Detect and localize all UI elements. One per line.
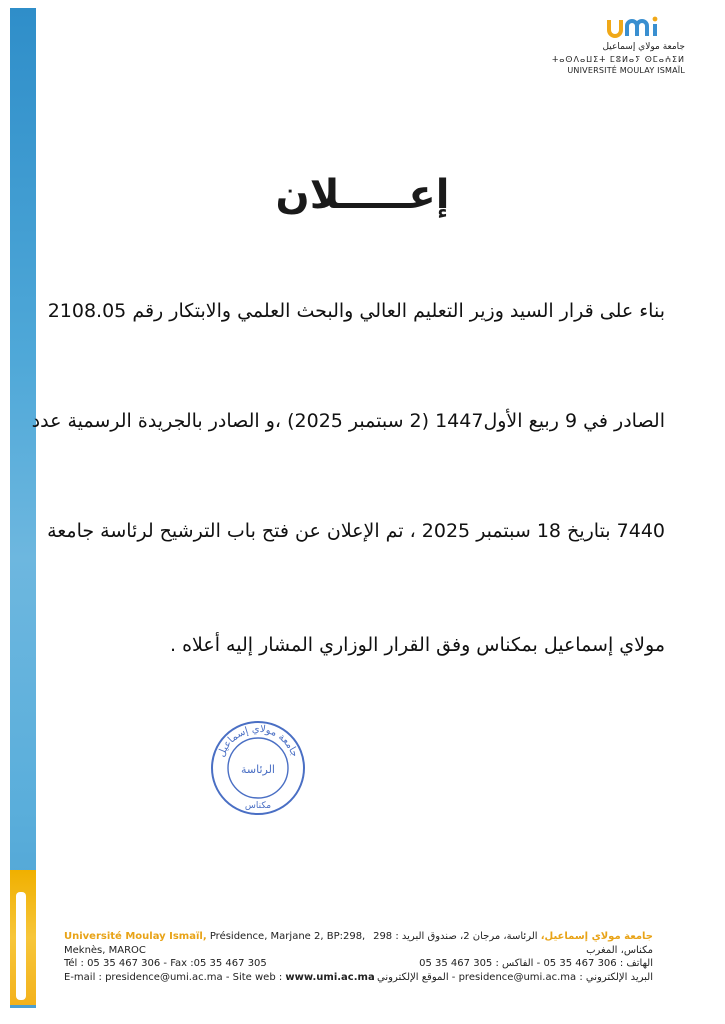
footer-french-address bbox=[64, 930, 375, 984]
body-line-1: بناء على قرار السيد وزير التعليم العالي والبحث العلمي والابتكار رقم 2108.05 bbox=[47, 300, 665, 322]
logo-french-name: UNIVERSITÉ MOULAY ISMAÏL bbox=[567, 66, 685, 75]
svg-text:جامعة مولاي إسماعيل bbox=[216, 724, 300, 759]
logo-mark-text: umi bbox=[661, 36, 663, 37]
footer-brand-fr: Université Moulay Ismaïl, bbox=[64, 931, 207, 942]
official-stamp bbox=[208, 718, 308, 818]
footer-address-ar: الرئاسة، مرجان 2، صندوق البريد : 298 bbox=[373, 931, 541, 942]
stamp-outer-text: جامعة مولاي إسماعيل bbox=[215, 723, 301, 759]
stamp-center-text: الرئاسة bbox=[240, 763, 276, 776]
body-line-4: مولاي إسماعيل بمكناس وفق القرار الوزاري المشار إليه أعلاه . bbox=[170, 634, 665, 656]
umi-logo-icon bbox=[605, 16, 685, 44]
footer-email-ar: البريد الإلكتروني : presidence@umi.ac.ma - الموقع الإلكتروني : bbox=[370, 971, 653, 983]
footer-city-fr: Meknès, MAROC bbox=[64, 944, 146, 956]
footer-city-ar: مكناس، المغرب bbox=[586, 944, 653, 956]
footer-phone-ar: الهاتف : 306 467 35 05 - الفاكس : 305 467 35 05 bbox=[419, 958, 653, 969]
footer-website-link[interactable]: www.umi.ac.ma bbox=[285, 971, 375, 983]
stamp-bottom-text: مكناس bbox=[244, 801, 272, 811]
left-decorative-stripe bbox=[10, 8, 36, 1008]
footer-brand-ar: جامعة مولاي إسماعيل، bbox=[540, 931, 653, 942]
body-line-2: الصادر في 9 ربيع الأول1447 (2 سبتمبر 2025) ،و الصادر بالجريدة الرسمية عدد bbox=[31, 410, 665, 432]
university-logo bbox=[552, 16, 685, 80]
logo-tifinagh-name: ⵜⴰⵙⴷⴰⵡⵉⵜ ⵎⵓⵍⴰⵢ ⵙⵎⴰⵄⵉⵍ bbox=[552, 55, 685, 64]
footer-arabic-address bbox=[370, 930, 653, 984]
left-accent-letter-i bbox=[16, 892, 26, 1000]
announcement-title: إعـــــلان bbox=[275, 172, 450, 218]
footer-phone-fr: Tél : 05 35 467 306 - Fax :05 35 467 305 bbox=[64, 958, 267, 969]
logo-arabic-name: جامعة مولاي إسماعيل bbox=[602, 42, 685, 52]
footer-address-fr: Présidence, Marjane 2, BP:298, bbox=[206, 931, 366, 942]
body-line-3: 7440 بتاريخ 18 سبتمبر 2025 ، تم الإعلان عن فتح باب الترشيح لرئاسة جامعة bbox=[47, 520, 665, 542]
footer-email-fr: E-mail : presidence@umi.ac.ma - Site web : bbox=[64, 971, 286, 983]
